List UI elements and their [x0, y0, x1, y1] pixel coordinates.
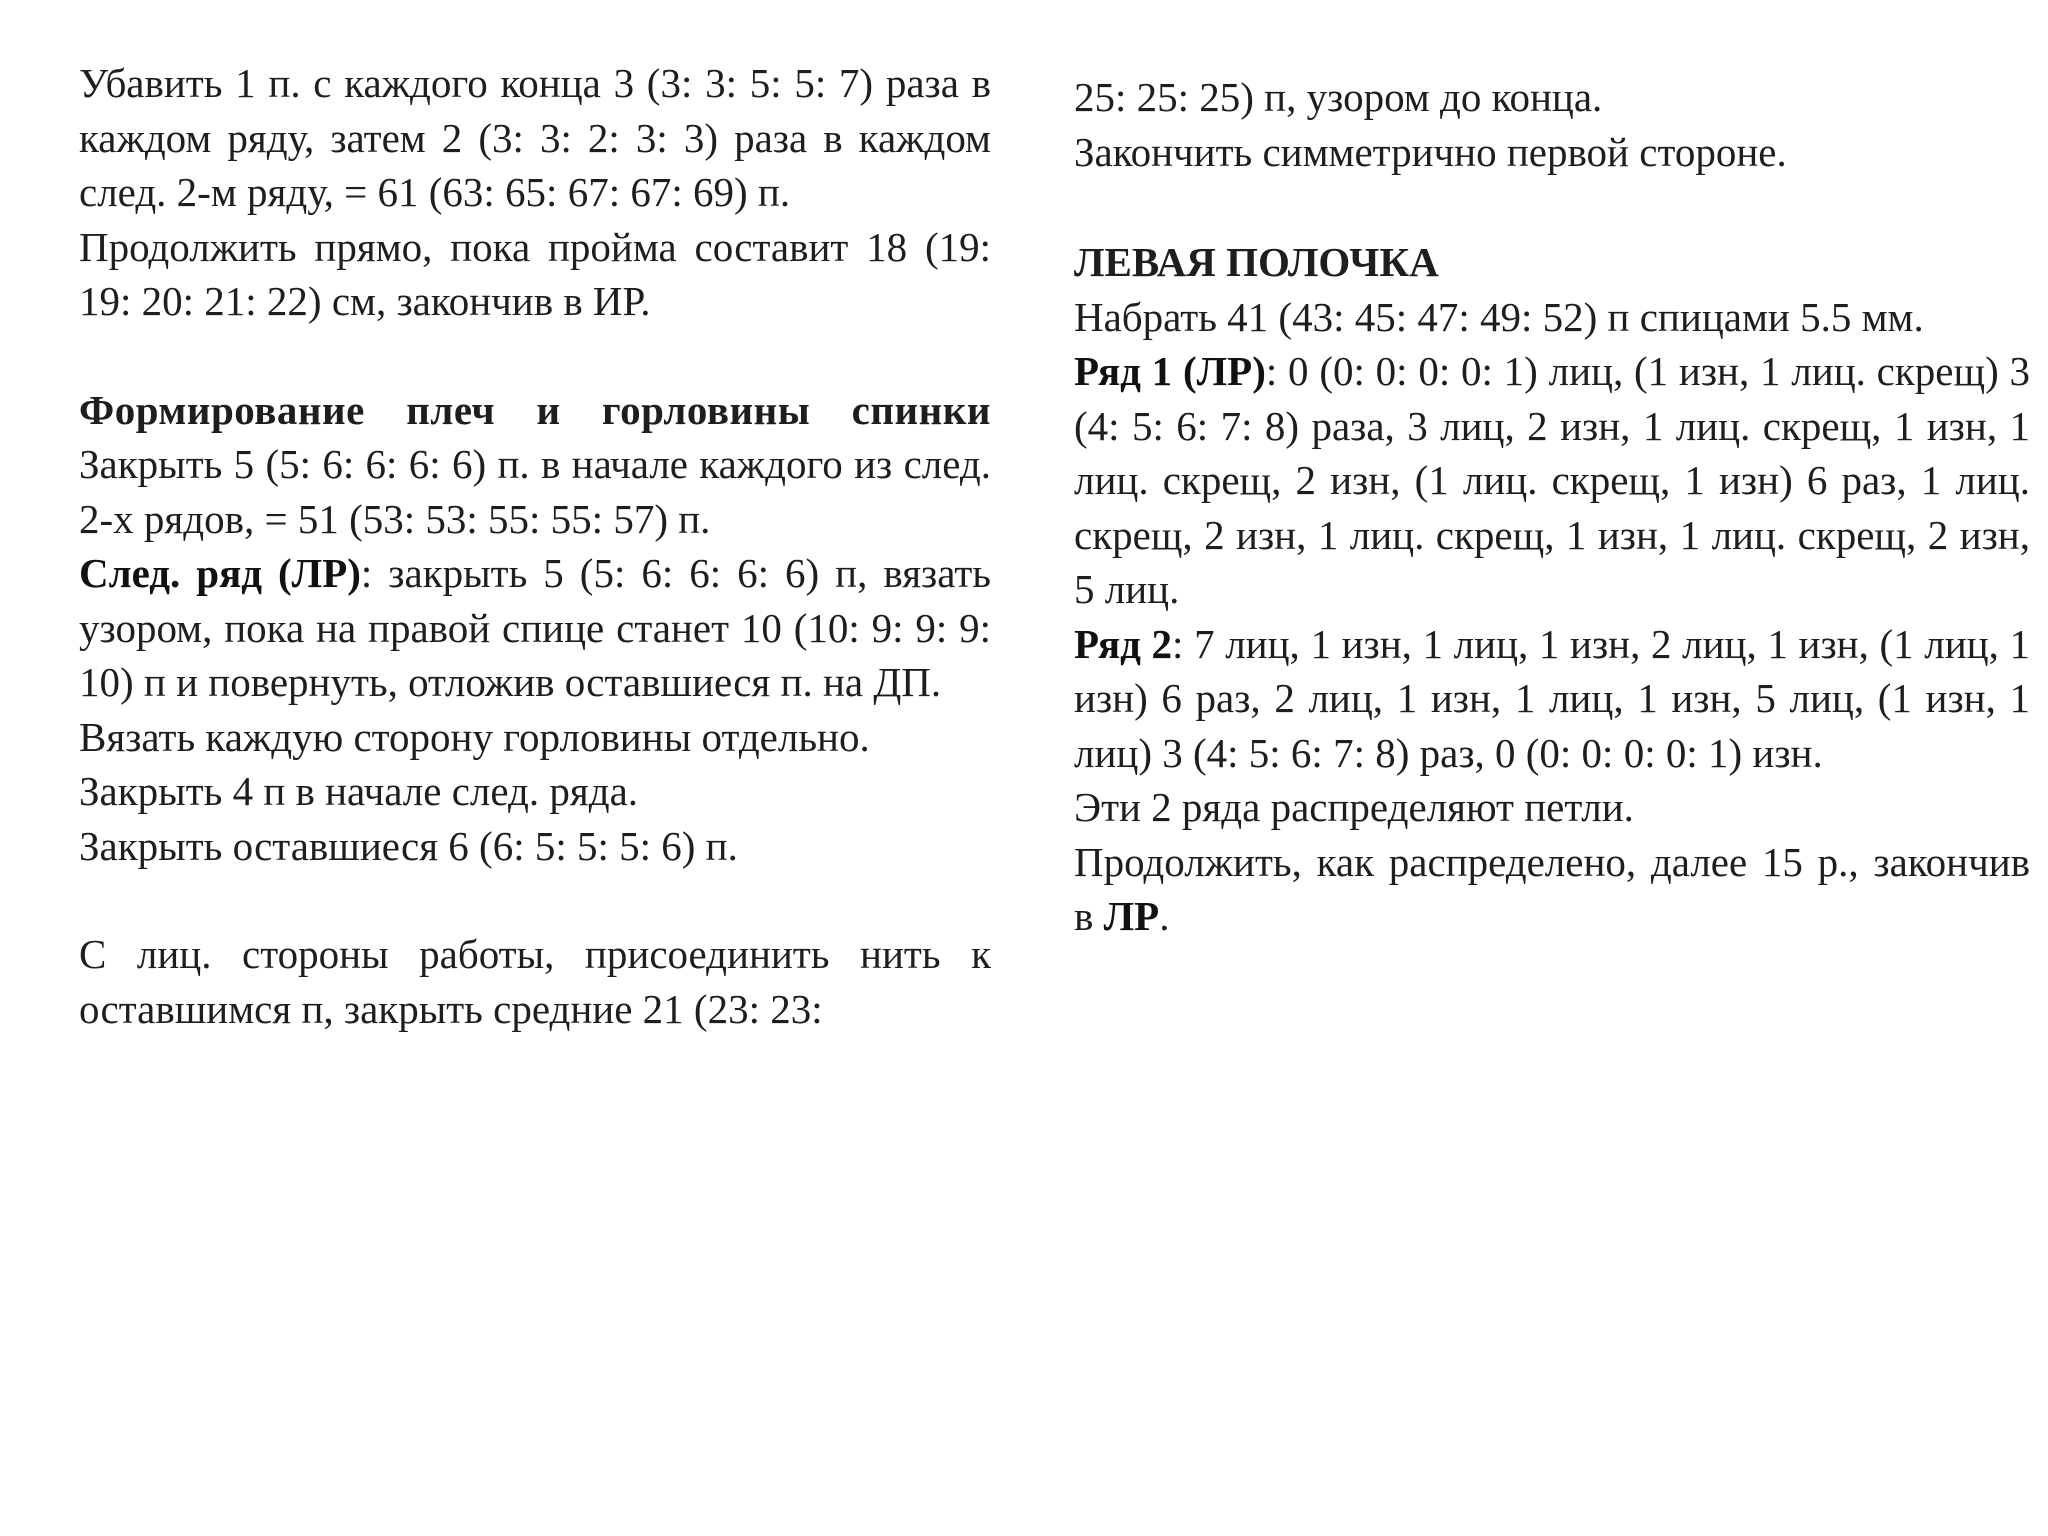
- continue-end: .: [1159, 893, 1170, 939]
- paragraph-rows-note: Эти 2 ряда распределяют петли.: [1074, 784, 1634, 830]
- row-1-label: Ряд 1 (ЛР): [1074, 348, 1266, 394]
- paragraph-decrease: Убавить 1 п. с каждого конца 3 (3: 3: 5: 5: 7) раза в каждом ряду, затем 2 (3: 3: 2: 3: 3) раза в каждом след. 2-м ряду, = 61 (63: 65: 67: 67: 69) п.: [79, 60, 991, 215]
- paragraph-continuation: 25: 25: 25) п, узором до конца.: [1074, 74, 1603, 120]
- next-row-label: След. ряд (ЛР): [79, 550, 361, 596]
- paragraph-row-2: [1074, 617, 2030, 781]
- row-2-label: Ряд 2: [1074, 620, 1173, 667]
- paragraph-armhole: Продолжить прямо, пока пройма составит 18 (19: 19: 20: 21: 22) см, закончив в ИР.: [79, 223, 991, 324]
- paragraph-cast-on: Набрать 41 (43: 45: 47: 49: 52) п спицами 5.5 мм.: [1074, 293, 1924, 340]
- heading-shoulders-neck: Формирование плеч и горловины спинки: [79, 386, 991, 433]
- next-row-text: : закрыть 5 (5: 6: 6: 6: 6) п, вязать узором, пока на правой спице станет 10 (10: 9: 9: 9: 10) п и повернуть, отложив оставшиеся п. на ДП.: [79, 550, 991, 705]
- heading-left-front: ЛЕВАЯ ПОЛОЧКА: [1074, 239, 1439, 285]
- paragraph-each-side: Вязать каждую сторону горловины отдельно.: [79, 713, 870, 760]
- paragraph-cast-off-remaining: Закрыть оставшиеся 6 (6: 5: 5: 5: 6) п.: [79, 822, 738, 869]
- paragraph-row-1: [1074, 344, 2030, 617]
- row-1-text: : 0 (0: 0: 0: 0: 1) лиц, (1 изн, 1 лиц. скрещ) 3 (4: 5: 6: 7: 8) раза, 3 лиц, 2 изн, 1 лиц. скрещ, 1 изн, 1 лиц. скрещ, 2 изн, (1 лиц. скрещ, 1 изн) 6 раз, 1 лиц. скрещ, 2 изн, 1 лиц. скрещ, 1 изн, 1 лиц. скрещ, 2 изн, 5 лиц.: [1074, 348, 2030, 612]
- continue-bold: ЛР: [1103, 893, 1160, 939]
- paragraph-cast-off: Закрыть 5 (5: 6: 6: 6: 6) п. в начале каждого из след. 2-х рядов, = 51 (53: 53: 55: 55: 57) п.: [79, 441, 991, 542]
- right-column: [1074, 70, 2030, 944]
- row-2-text: : 7 лиц, 1 изн, 1 лиц, 1 изн, 2 лиц, 1 изн, (1 лиц, 1 изн) 6 раз, 2 лиц, 1 изн, 1 лиц, 1 изн, 5 лиц, (1 изн, 1 лиц) 3 (4: 5: 6: 7: 8) раз, 0 (0: 0: 0: 0: 1) изн.: [1074, 620, 2030, 776]
- paragraph-continue: [1074, 835, 2030, 944]
- paragraph-next-row: [79, 546, 991, 710]
- paragraph-rejoin-yarn: С лиц. стороны работы, присоединить нить к оставшимся п, закрыть средние 21 (23: 23:: [79, 931, 991, 1032]
- left-column: [79, 56, 991, 1036]
- paragraph-cast-off-4: Закрыть 4 п в начале след. ряда.: [79, 768, 639, 814]
- continue-text: Продолжить, как распределено, далее 15 р., закончив в: [1074, 838, 2030, 939]
- paragraph-symmetric: Закончить симметрично первой стороне.: [1074, 128, 1787, 175]
